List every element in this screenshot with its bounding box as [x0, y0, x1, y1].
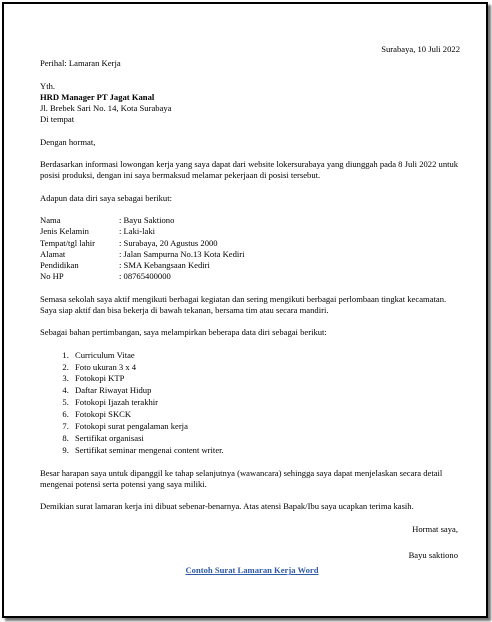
intro-paragraph: Berdasarkan informasi lowongan kerja yang saya dapat dari website lokersurabaya yang diunggah pada 8 Juli 2022 untuk posisi produksi, dengan ini saya bermaksud melamar pekerjaan di posisi tersebut. [40, 159, 459, 181]
attachment-item: 2. Foto ukuran 3 x 4 [71, 362, 460, 374]
attachment-item: 8. Sertifikat organisasi [71, 433, 460, 445]
experience-paragraph: Semasa sekolah saya aktif mengikuti berbagai kegiatan dan sering mengikuti berbagai perlombaan tingkat kecamatan. Saya siap aktif dan bisa bekerja di bawah tekanan, bersama tim atau secara mandiri. [40, 293, 447, 316]
caption-link-wrap [40, 565, 460, 576]
attachment-item: 7. Fotokopi surat pengalaman kerja [71, 421, 460, 433]
personal-data-label: Alamat [40, 248, 66, 259]
regards-text: Hormat saya, [412, 523, 458, 534]
signature-name: Bayu saktiono [408, 549, 458, 560]
personal-data-row [40, 271, 245, 282]
personal-data-label: Tempat/tgl lahir [40, 237, 96, 248]
attachments-intro: Sebagai bahan pertimbangan, saya melampirkan beberapa data diri sebagai berikut: [40, 327, 327, 338]
recipient-address: Jl. Brebek Sari No. 14, Kota Surabaya [40, 103, 172, 114]
attachment-item: 9. Sertifikat seminar mengenai content writer. [71, 445, 460, 457]
recipient-title: HRD Manager PT Jagat Kanal [40, 91, 155, 102]
attachment-item: 4. Daftar Riwayat Hidup [71, 385, 460, 397]
personal-data-label: No HP [40, 271, 64, 282]
letter-body [40, 44, 460, 577]
personal-data-row [40, 215, 245, 226]
personal-data-value: : Jalan Sampurna No.13 Kota Kediri [119, 248, 245, 259]
personal-data-value: : 08765400000 [119, 271, 171, 282]
personal-data-label: Jenis Kelamin [40, 226, 89, 237]
attachment-item: 1. Curriculum Vitae [71, 350, 460, 362]
attachment-item: 5. Fotokopi Ijazah terakhir [71, 397, 460, 409]
attachment-item: 3. Fotokopi KTP [71, 373, 460, 385]
caption-link[interactable]: Contoh Surat Lamaran Kerja Word [185, 565, 319, 576]
personal-data-row [40, 249, 245, 260]
personal-data-row [40, 226, 245, 237]
greeting: Dengan hormat, [40, 136, 96, 147]
letter-subject: Perihal: Lamaran Kerja [40, 58, 121, 69]
personal-data-table [40, 215, 245, 283]
closing-paragraph: Demikian surat lamaran kerja ini dibuat sebenar-benarnya. Atas atensi Bapak/Ibu saya ucapkan terima kasih. [40, 501, 414, 512]
personal-data-row [40, 238, 245, 249]
personal-data-value: : Laki-laki [119, 226, 156, 237]
hope-paragraph: Besar harapan saya untuk dipanggil ke tahap selanjutnya (wawancara) sehingga saya dapat menjelaskan secara detail mengenai potensi serta potensi yang saya miliki. [40, 467, 443, 490]
personal-data-value: : Bayu Saktiono [119, 214, 175, 225]
data-intro: Adapun data diri saya sebagai berikut: [40, 192, 172, 203]
attachments-list [40, 350, 460, 457]
personal-data-value: : Surabaya, 20 Agustus 2000 [119, 237, 218, 248]
document-frame [2, 2, 488, 618]
letter-date: Surabaya, 10 Juli 2022 [381, 44, 460, 54]
personal-data-value: : SMA Kebangsaan Kediri [119, 260, 210, 271]
personal-data-label: Pendidikan [40, 260, 79, 271]
personal-data-row [40, 260, 245, 271]
recipient-salutation: Yth. [40, 80, 56, 91]
recipient-place: Di tempat [40, 114, 75, 125]
attachment-item: 6. Fotokopi SKCK [71, 409, 460, 421]
personal-data-label: Nama [40, 214, 61, 225]
